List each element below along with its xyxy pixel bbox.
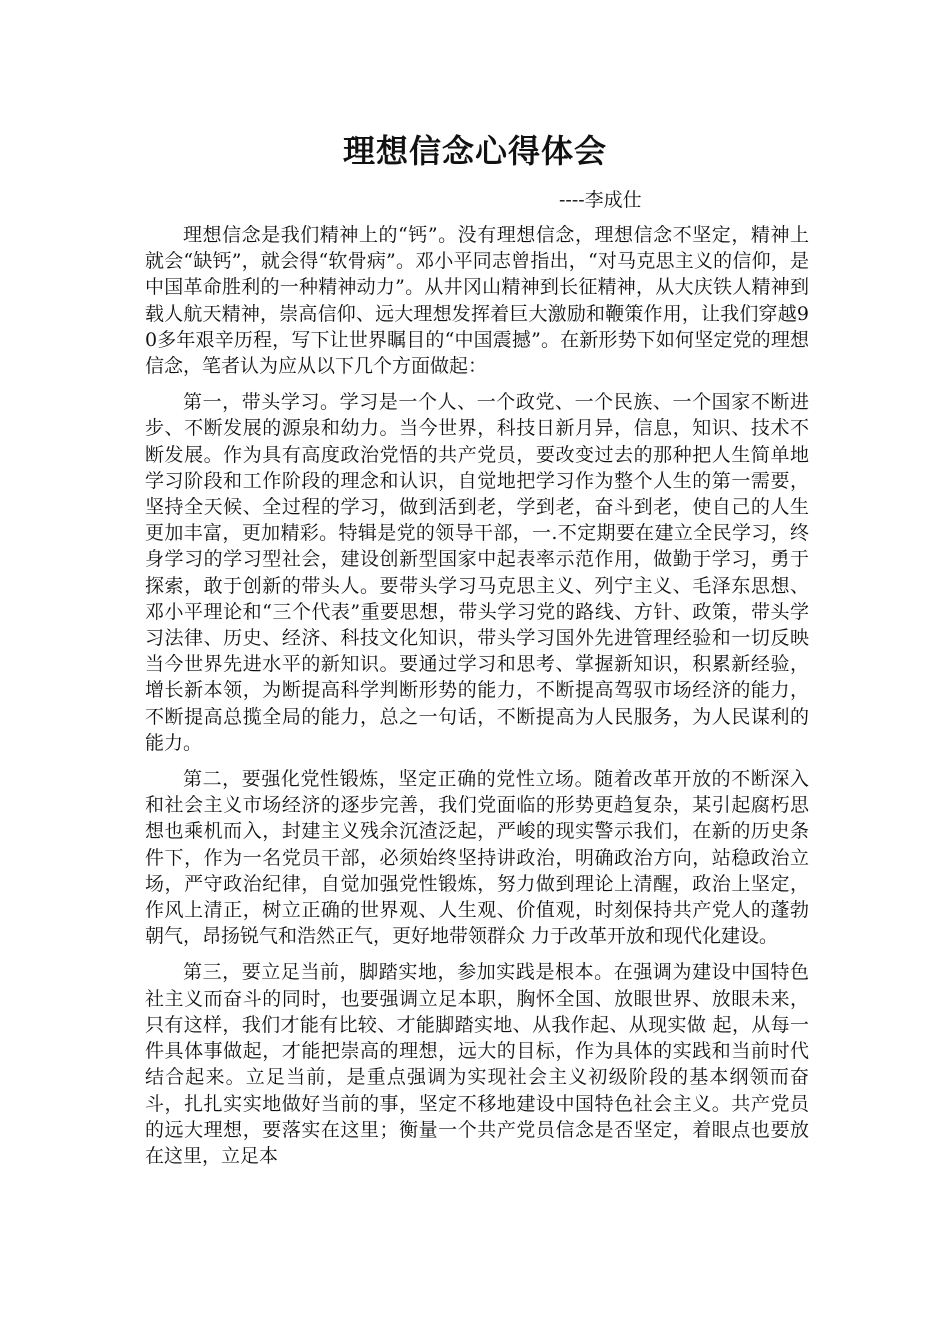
document-body: [145, 222, 809, 1179]
paragraph-intro: 理想信念是我们精神上的“钙”。没有理想信念，理想信念不坚定，精神上就会“缺钙”，就会得“软骨病”。邓小平同志曾指出，“对马克思主义的信仰，是中国革命胜利的一种精神动力”。从井冈山精神到长征精神，从大庆铁人精神到载人航天精神，崇高信仰、远大理想发挥着巨大激励和鞭策作用，让我们穿越90多年艰辛历程，写下让世界瞩目的“中国震撼”。在新形势下如何坚定党的理想信念，笔者认为应从以下几个方面做起：: [145, 224, 809, 378]
paragraph-third-point: 第三，要立足当前，脚踏实地，参加实践是根本。在强调为建设中国特色社主义而奋斗的同时，也要强调立足本职，胸怀全国、放眼世界、放眼未来，只有这样，我们才能有比较、才能脚踏实地、从我作起、从现实做 起，从每一件具体事做起，才能把崇高的理想，远大的目标，作为具体的实践和当前时代结合起来。立足当前，是重点强调为实现社会主义初级阶段的基本纲领而奋斗，扎扎实实地做好当前的事，坚定不移地建设中国特色社会主义。共产党员的远大理想，要落实在这里；衡量一个共产党员信念是否坚定，着眼点也要放在这里，立足本: [145, 961, 809, 1167]
document-title: 理想信念心得体会: [342, 132, 607, 170]
paragraph-second-point: 第二，要强化党性锻炼，坚定正确的党性立场。随着改革开放的不断深入和社会主义市场经济的逐步完善，我们党面临的形势更趋复杂，某引起腐朽思想也乘机而入，封建主义残余沉渣泛起，严峻的现实警示我们，在新的历史条件下，作为一名党员干部，必须始终坚持讲政治，明确政治方向，站稳政治立场，严守政治纪律，自觉加强党性锻炼，努力做到理论上清醒，政治上坚定，作风上清正，树立正确的世界观、人生观、价值观，时刻保持共产党人的蓬勃朝气，昂扬锐气和浩然正气，更好地带领群众 力于改革开放和现代化建设。: [145, 768, 809, 948]
paragraph-first-point: 第一，带头学习。学习是一个人、一个政党、一个民族、一个国家不断进步、不断发展的源泉和幼力。当今世界，科技日新月异，信息，知识、技术不断发展。作为具有高度政治党悟的共产党员，要改变过去的那种把人生简单地学习阶段和工作阶段的理念和认识，自觉地把学习作为整个人生的第一需要，坚持全天候、全过程的学习，做到活到老，学到老，奋斗到老，使自己的人生更加丰富，更加精彩。特辑是党的领导干部，一.不定期要在建立全民学习，终身学习的学习型社会，建设创新型国家中起表率示范作用，做勤于学习，勇于探索，敢于创新的带头人。要带头学习马克思主义、列宁主义、毛泽东思想、邓小平理论和“三个代表”重要思想，带头学习党的路线、方针、政策，带头学习法律、历史、经济、科技文化知识，带头学习国外先进管理经验和一切反映当今世界先进水平的新知识。要通过学习和思考、掌握新知识，积累新经验，增长新本领，为断提高科学判断形势的能力，不断提高驾驭市场经济的能力，不断提高总揽全局的能力，总之一句话，不断提高为人民服务，为人民谋利的能力。: [145, 391, 809, 754]
document-author: ----李成仕: [559, 189, 642, 211]
